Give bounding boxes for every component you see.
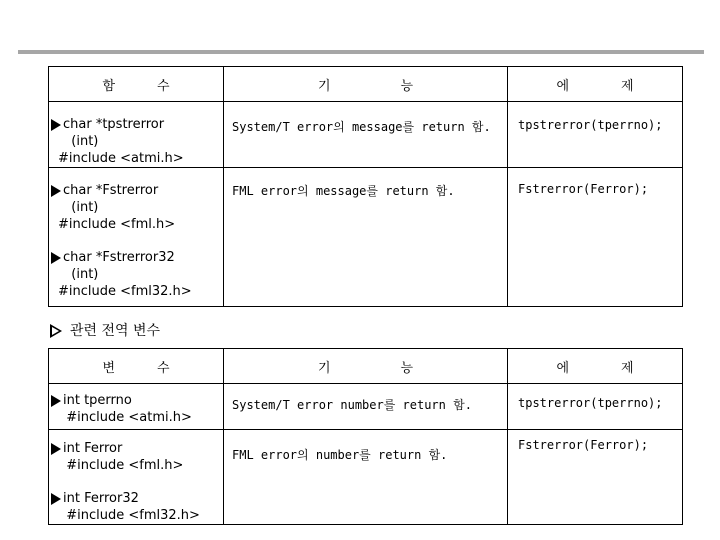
header-variable-char-2: 수 xyxy=(157,360,170,376)
header-function-char-2: 수 xyxy=(157,78,170,94)
bullet-arrow-icon xyxy=(51,443,61,455)
entry-include: #include <fml.h> xyxy=(58,458,184,473)
header-variable xyxy=(49,349,224,384)
header-example-char-1: 에 xyxy=(556,360,569,376)
entry-signature: char *Fstrerror32 xyxy=(63,250,175,265)
function-table xyxy=(48,66,683,307)
top-rule xyxy=(18,50,704,54)
header-example-char-2: 제 xyxy=(621,78,634,94)
example-cell xyxy=(508,168,683,307)
header-description xyxy=(224,349,508,384)
function-cell xyxy=(49,168,224,307)
list-item xyxy=(49,182,223,233)
entry-include: #include <fml32.h> xyxy=(58,284,192,299)
list-item xyxy=(49,116,223,167)
example-text: Fstrerror(Ferror); xyxy=(518,182,649,196)
header-example-char-2: 제 xyxy=(621,360,634,376)
header-description xyxy=(224,67,508,102)
bullet-arrow-icon xyxy=(51,185,61,197)
entry-signature: char *Fstrerror xyxy=(63,183,159,198)
description-text: System/T error number를 return 함. xyxy=(232,398,472,412)
header-description-char-2: 능 xyxy=(400,360,414,376)
header-variable-char-1: 변 xyxy=(102,360,115,376)
list-item xyxy=(49,249,223,300)
header-example-char-1: 에 xyxy=(556,78,569,94)
description-cell xyxy=(224,102,508,168)
variable-cell xyxy=(49,430,224,525)
example-cell xyxy=(508,102,683,168)
entry-variable: int Ferror32 xyxy=(63,491,139,506)
list-item xyxy=(49,392,223,426)
example-text: Fstrerror(Ferror); xyxy=(518,438,649,452)
variable-cell xyxy=(49,384,224,430)
entry-variable: int tperrno xyxy=(63,393,132,408)
bullet-arrow-icon xyxy=(51,252,61,264)
header-description-char-2: 능 xyxy=(400,78,414,94)
description-cell xyxy=(224,430,508,525)
section-title xyxy=(50,322,160,340)
description-text: System/T error의 message를 return 함. xyxy=(232,120,491,134)
entry-variable: int Ferror xyxy=(63,441,123,456)
entry-include: #include <fml.h> xyxy=(58,217,176,232)
description-text: FML error의 message를 return 함. xyxy=(232,184,455,198)
entry-signature: char *tpstrerror xyxy=(63,117,165,132)
entry-params: (int) xyxy=(63,134,99,149)
header-example xyxy=(508,349,683,384)
example-text: tpstrerror(tperrno); xyxy=(518,118,663,132)
function-cell xyxy=(49,102,224,168)
hollow-arrow-icon xyxy=(50,324,62,338)
list-item xyxy=(49,440,223,474)
description-cell xyxy=(224,384,508,430)
section-title-text: 관련 전역 변수 xyxy=(70,323,161,339)
header-description-char-1: 기 xyxy=(317,360,331,376)
header-function xyxy=(49,67,224,102)
bullet-arrow-icon xyxy=(51,395,61,407)
entry-include: #include <atmi.h> xyxy=(58,151,184,166)
description-cell xyxy=(224,168,508,307)
header-example xyxy=(508,67,683,102)
header-function-char-1: 함 xyxy=(102,78,115,94)
list-item xyxy=(49,490,223,524)
example-text: tpstrerror(tperrno); xyxy=(518,396,663,410)
entry-include: #include <fml32.h> xyxy=(58,508,200,523)
entry-include: #include <atmi.h> xyxy=(58,410,192,425)
variable-table xyxy=(48,348,683,525)
description-text: FML error의 number를 return 함. xyxy=(232,448,448,462)
header-description-char-1: 기 xyxy=(317,78,331,94)
example-cell xyxy=(508,384,683,430)
example-cell xyxy=(508,430,683,525)
entry-params: (int) xyxy=(63,267,99,282)
bullet-arrow-icon xyxy=(51,493,61,505)
entry-params: (int) xyxy=(63,200,99,215)
bullet-arrow-icon xyxy=(51,119,61,131)
